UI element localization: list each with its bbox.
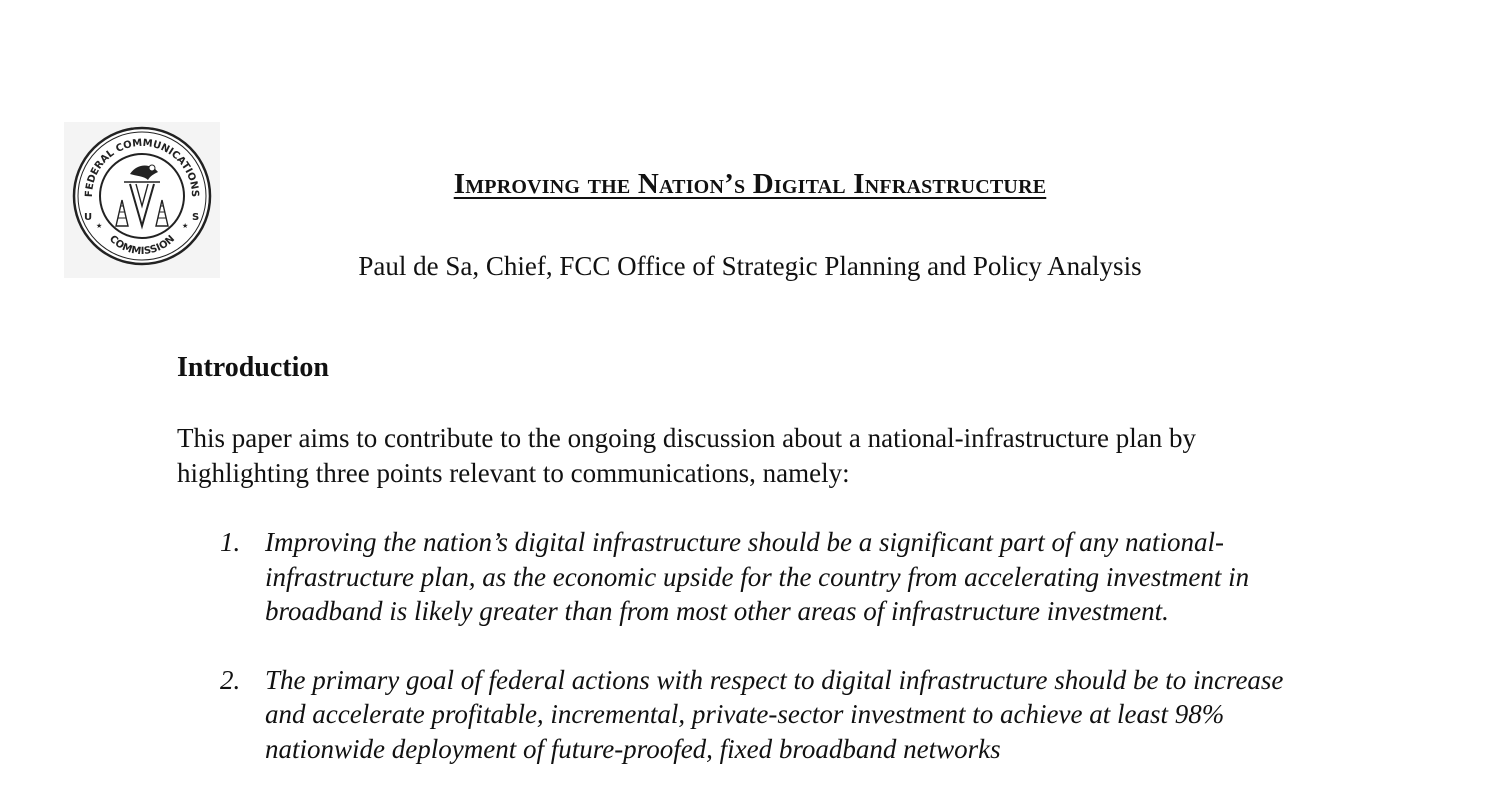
svg-text:S: S: [192, 212, 200, 223]
list-item-text: Improving the nation’s digital infrastructure should be a significant part of any national-infrastructure plan, as the economic upside for the country from accelerating investment in broadband is likely greater than from most other areas of infrastructure investment.: [265, 527, 1250, 626]
svg-text:★: ★: [182, 222, 189, 230]
svg-text:COMMISSION: COMMISSION: [106, 233, 178, 258]
intro-paragraph: This paper aims to contribute to the ongoing discussion about a national-infrastructure plan by highlighting three points relevant to communications, namely:: [177, 423, 1197, 488]
key-points-list: [177, 525, 1327, 785]
list-item-number: 2.: [220, 664, 241, 695]
list-item: [177, 663, 1327, 767]
svg-text:FEDERAL COMMUNICATIONS: FEDERAL COMMUNICATIONS: [83, 137, 201, 198]
section-heading-introduction: Introduction: [177, 352, 329, 383]
list-item-number: 1.: [220, 527, 241, 557]
document-title: Improving the Nation’s Digital Infrastructure: [453, 168, 1047, 200]
author-line: Paul de Sa, Chief, FCC Office of Strategic Planning and Policy Analysis: [358, 251, 1142, 281]
svg-text:U: U: [84, 212, 93, 223]
list-item: [177, 525, 1327, 629]
svg-text:★: ★: [96, 222, 103, 230]
list-item-text: The primary goal of federal actions with respect to digital infrastructure should be to increase and accelerate profitable, incremental, private-sector investment to achieve at least 98% nationwide deployment of future-proofed, fixed broadband networks: [265, 664, 1284, 764]
